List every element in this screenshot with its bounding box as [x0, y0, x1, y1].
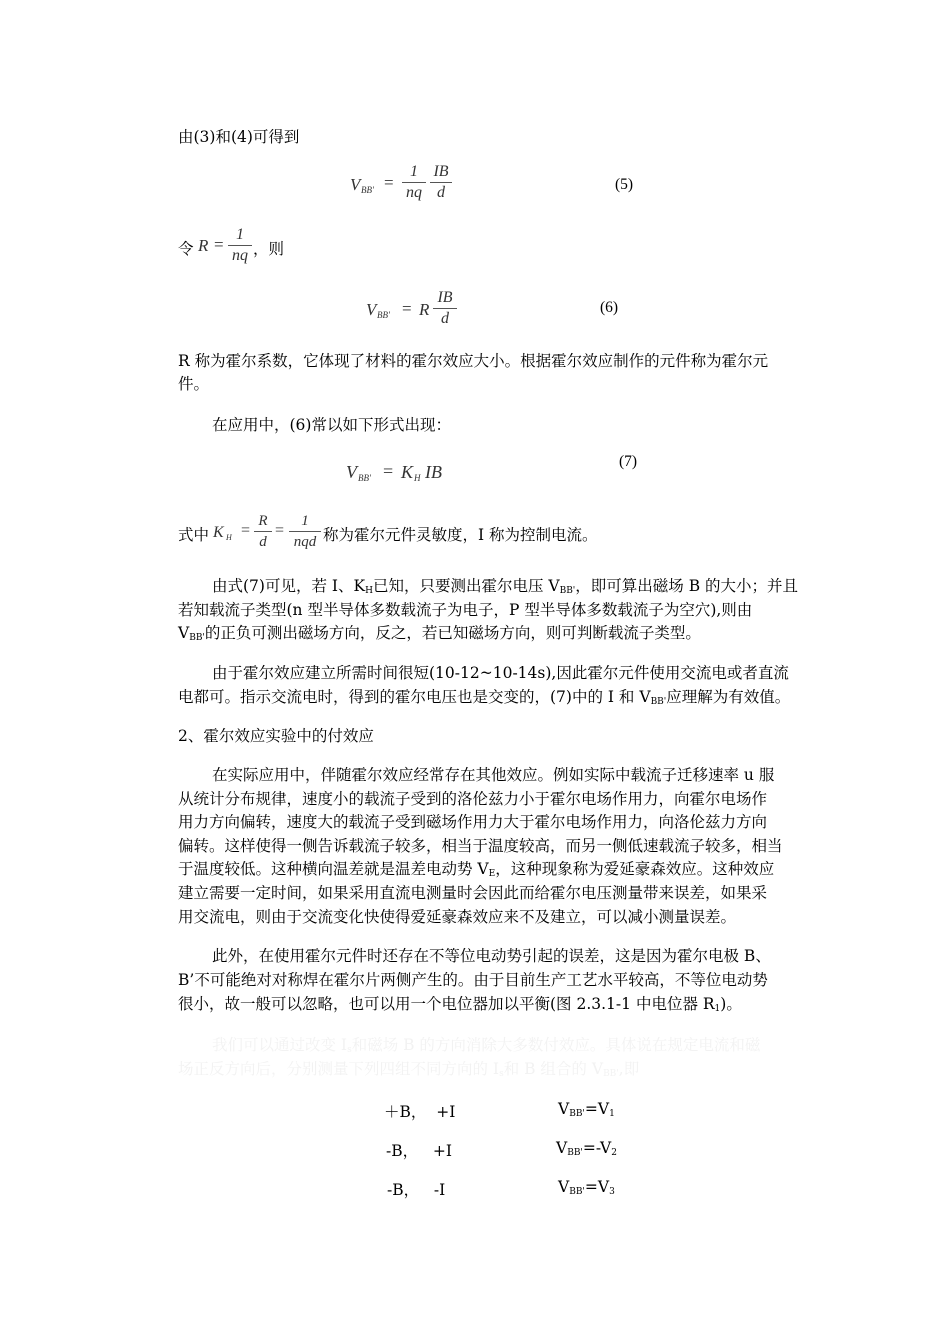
equation-number: (5): [615, 176, 634, 193]
text-line: 此外，在使用霍尔元件时还存在不等位电动势引起的误差，这是因为霍尔电极 B、: [212, 947, 771, 965]
fraction: [289, 511, 321, 552]
text-fragment: =-V: [582, 1139, 612, 1157]
text-fragment: 令: [178, 240, 194, 258]
math-subscript: H: [226, 533, 232, 542]
text-line: 由于霍尔效应建立所需时间很短(10-12~10-14s),因此霍尔元件使用交流电或者直流: [212, 664, 789, 682]
text-fragment: ,即: [618, 1060, 640, 1078]
numerator: 1: [228, 225, 252, 246]
text-line: [212, 575, 798, 602]
text-line: 建立需要一定时间，如果采用直流电测量时会因此而给霍尔电压测量带来误差，如果采: [178, 884, 768, 902]
denominator: d: [259, 534, 267, 550]
math-symbol: R: [419, 300, 430, 319]
text-fragment: 称为霍尔元件灵敏度，I 称为控制电流。: [323, 526, 598, 544]
subscript: BB': [189, 633, 205, 643]
fraction: [430, 162, 452, 203]
text-line: [178, 622, 701, 649]
text-line: 偏转。这样使得一侧告诉载流子较多，相当于温度较高，而另一侧低速载流子较多，相当: [178, 837, 783, 855]
text-fragment: 和 B 组合的 V: [503, 1060, 604, 1078]
table-row-condition: ＋B， +I: [384, 1103, 456, 1121]
math-symbol: R: [198, 236, 209, 255]
text-fragment: 应理解为有效值。: [666, 688, 791, 706]
text-fragment: 的正负可测出磁场方向，反之，若已知磁场方向，则可判断载流子类型。: [204, 624, 701, 642]
fraction: [254, 511, 272, 552]
math-symbol: IB: [425, 462, 442, 482]
text-line: [178, 1058, 639, 1085]
text-line: 用交流电，则由于交流变化快使得爱延豪森效应来不及建立，可以减小测量误差。: [178, 908, 737, 926]
denominator: nqd: [293, 534, 317, 550]
section-heading: 2、霍尔效应实验中的付效应: [178, 727, 374, 745]
text-line: [178, 993, 742, 1020]
math-symbol: =: [241, 522, 251, 539]
numerator: R: [254, 511, 272, 532]
numerator: IB: [430, 162, 452, 183]
text-fragment: 于温度较低。这种横向温差就是温差电动势 V: [178, 860, 489, 878]
text-line: 若知载流子类型(n 型半导体多数载流子为电子，P 型半导体多数载流子为空穴),则由: [178, 601, 753, 619]
text-line: [212, 1034, 760, 1061]
text-fragment: 电都可。指示交流电时，得到的霍尔电压也是交变的，(7)中的 I 和 V: [178, 688, 651, 706]
text-line: 件。: [178, 375, 210, 393]
denominator: nq: [406, 184, 422, 201]
fraction: [228, 225, 252, 266]
denominator: d: [441, 310, 449, 327]
math-symbol: =: [214, 235, 224, 254]
subscript: 1: [609, 1109, 615, 1119]
text-fragment: ，即可算出磁场 B 的大小；并且: [575, 577, 799, 595]
subscript: BB': [567, 1148, 583, 1158]
subscript: H: [365, 586, 373, 596]
math-subscript: BB': [361, 185, 374, 195]
denominator: d: [437, 184, 445, 201]
text-fragment: 很小，故一般可以忽略，也可以用一个电位器加以平衡(图 2.3.1-1 中电位器 R: [178, 995, 715, 1013]
subscript: BB': [603, 1069, 619, 1079]
math-symbol: V: [346, 462, 357, 482]
table-row-value: [558, 1100, 615, 1119]
math-symbol: K: [213, 524, 224, 541]
text-fragment: 式中: [178, 526, 210, 544]
text-line: R 称为霍尔系数，它体现了材料的霍尔效应大小。根据霍尔效应制作的元件称为霍尔元: [178, 352, 769, 370]
text-fragment: V: [558, 1100, 570, 1118]
math-symbol: =: [402, 299, 412, 318]
subscript: s: [499, 1069, 504, 1079]
math-symbol: V: [366, 300, 377, 319]
math-subscript: BB': [358, 473, 371, 483]
text-fragment: =V: [584, 1178, 610, 1196]
numerator: 1: [289, 511, 321, 532]
equation-number: (7): [619, 453, 638, 470]
fraction: [433, 288, 457, 329]
subscript: BB': [650, 697, 667, 707]
text-line: B’不可能绝对对称焊在霍尔片两侧产生的。由于目前生产工艺水平较高，不等位电动势: [178, 971, 768, 989]
numerator: 1: [402, 162, 426, 183]
text-fragment: ，则: [253, 240, 285, 258]
text-fragment: =V: [584, 1100, 610, 1118]
subscript: E: [488, 869, 496, 879]
text-fragment: ，这种现象称为爱延豪森效应。这种效应: [495, 860, 775, 878]
denominator: nq: [232, 247, 248, 264]
fraction: [402, 162, 426, 203]
table-row-condition: -B， -I: [387, 1181, 446, 1199]
table-row-condition: -B， +I: [386, 1142, 453, 1160]
math-symbol: V: [350, 175, 361, 194]
numerator: IB: [433, 288, 457, 309]
text-fragment: 和磁场 B 的方向消除大多数付效应。具体说在规定电流和磁: [351, 1036, 761, 1054]
subscript: s: [347, 1045, 352, 1055]
subscript: 3: [609, 1187, 615, 1197]
text-fragment: 由式(7)可见，若 I、K: [212, 577, 366, 595]
text-line: [178, 686, 790, 713]
text-fragment: 场正反方向后，分别测量下列四组不同方向的 I: [178, 1060, 500, 1078]
subscript: 2: [611, 1148, 617, 1158]
math-symbol: =: [383, 461, 394, 481]
subscript: 1: [714, 1004, 721, 1014]
math-symbol: K: [401, 462, 414, 482]
math-subscript: BB': [377, 310, 390, 320]
math-symbol: =: [275, 522, 285, 539]
text-line: [178, 858, 774, 885]
text-fragment: 我们可以通过改变 I: [212, 1036, 348, 1054]
text-fragment: V: [558, 1178, 570, 1196]
text-line: 在应用中，(6)常以如下形式出现：: [212, 416, 451, 434]
text-fragment: V: [556, 1139, 568, 1157]
equation-number: (6): [600, 299, 619, 316]
text-line: 在实际应用中，伴随霍尔效应经常存在其他效应。例如实际中载流子迁移速率 u 服: [212, 766, 775, 784]
text-line: 用力方向偏转，速度大的载流子受到磁场作用力大于霍尔电场作用力，向洛伦兹力方向: [178, 813, 768, 831]
subscript: BB': [569, 1187, 585, 1197]
text-line: 由(3)和(4)可得到: [178, 128, 300, 146]
math-subscript: H: [414, 473, 421, 483]
table-row-value: [556, 1139, 617, 1158]
text-fragment: )。: [720, 995, 742, 1013]
text-line: 从统计分布规律，速度小的载流子受到的洛伦兹力小于霍尔电场作用力，向霍尔电场作: [178, 790, 768, 808]
text-fragment: V: [178, 624, 190, 642]
math-symbol: =: [384, 173, 394, 192]
subscript: BB': [569, 1109, 585, 1119]
table-row-value: [558, 1178, 615, 1197]
subscript: BB': [559, 586, 576, 596]
text-fragment: 已知，只要测出霍尔电压 V: [372, 577, 560, 595]
